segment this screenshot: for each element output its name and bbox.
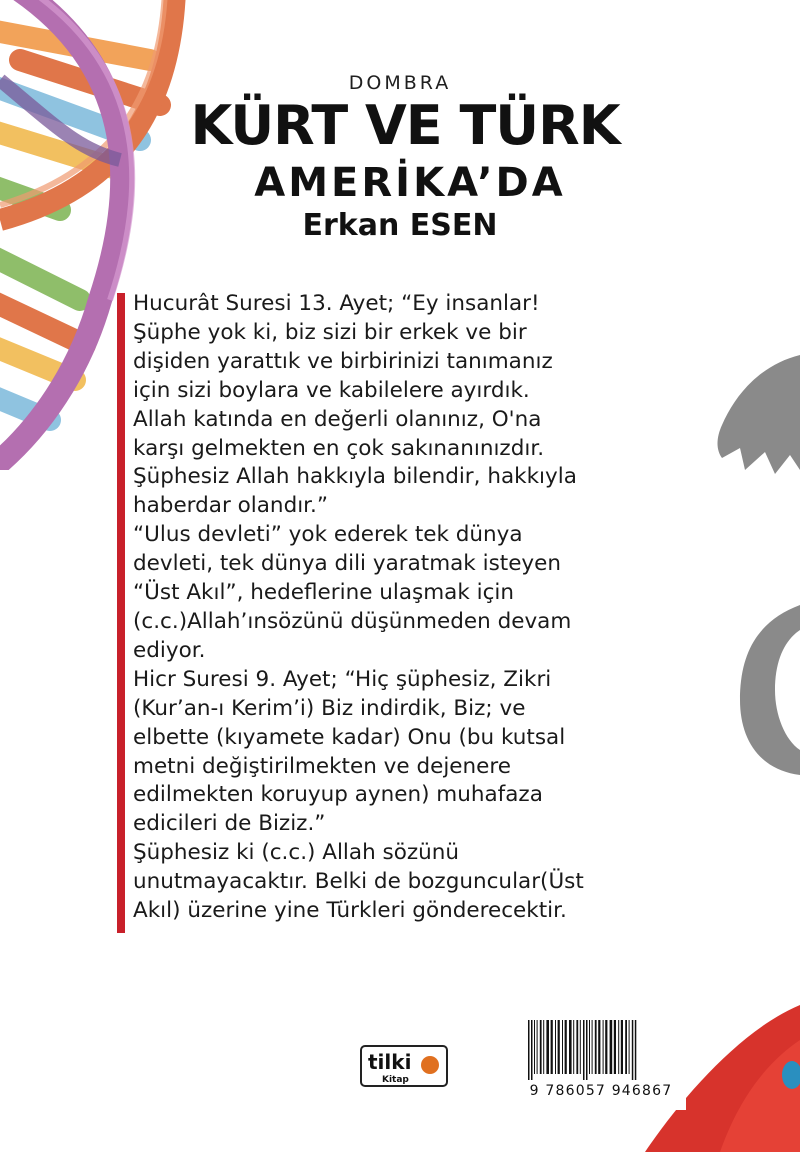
blurb-line: metni değiştirilmekten ve dejenere [133, 753, 511, 779]
barcode-bar [562, 1020, 563, 1074]
barcode-bar [583, 1020, 585, 1080]
barcode-bar [551, 1020, 553, 1074]
logo-subtext: Kitap [382, 1075, 409, 1085]
blurb-line: dişiden yarattık ve birbirinizi tanımanız [133, 348, 553, 374]
isbn-number: 9 786057 946867 [529, 1083, 673, 1099]
barcode-bar [540, 1020, 542, 1074]
author-name: Erkan ESEN [302, 208, 498, 243]
barcode-bar [537, 1020, 538, 1074]
book-title-line2: AMERİKA’DA [254, 160, 566, 206]
blurb-line: “Üst Akıl”, hedeflerine ulaşmak için [133, 580, 515, 606]
barcode-bar [528, 1020, 530, 1080]
blurb-line: Hicr Suresi 9. Ayet; “Hiç şüphesiz, Zikri [133, 666, 552, 692]
blurb-line: Akıl) üzerine yine Türkleri gönderecektir. [133, 898, 567, 924]
barcode-bar [610, 1020, 613, 1074]
barcode-bar [534, 1020, 535, 1074]
blurb-text [133, 290, 693, 926]
blurb-line: Şüphesiz ki (c.c.) Allah sözünü [133, 840, 460, 866]
blurb-line: karşı gelmekten en çok sakınanınızdır. [133, 435, 545, 461]
book-title-line1: KÜRT VE TÜRK [190, 94, 620, 157]
barcode-bar [603, 1020, 604, 1074]
barcode [516, 1016, 686, 1080]
barcode-bar [589, 1020, 590, 1074]
barcode-bar [618, 1020, 619, 1074]
barcode-bar [635, 1020, 637, 1080]
blurb-line: unutmayacaktır. Belki de bozguncular(Üst [133, 869, 584, 895]
barcode-bar [621, 1020, 623, 1074]
blurb-line: (c.c.)Allah’ınsözünü düşünmeden devam [133, 608, 572, 634]
barcode-bar [531, 1020, 533, 1080]
series-name: DOMBRA [348, 72, 452, 94]
blurb-line: edicileri de Biziz.” [133, 811, 326, 837]
publisher-logo [360, 1045, 448, 1087]
barcode-bar [558, 1020, 560, 1074]
blurb-line: haberdar olandır.” [133, 493, 329, 519]
barcode-bar [625, 1020, 627, 1074]
quote-accent-bar [117, 293, 125, 933]
blurb-line: için sizi boylara ve kabilelere ayırdık. [133, 377, 530, 403]
blurb-line: edilmekten koruyup aynen) muhafaza [133, 782, 543, 808]
barcode-bar [569, 1020, 572, 1074]
blurb-line: Şüphesiz Allah hakkıyla bilendir, hakkıyla [133, 464, 577, 490]
barcode-bar [546, 1020, 549, 1074]
barcode-bar [632, 1020, 634, 1080]
barcode-bar [629, 1020, 630, 1074]
barcode-bar [555, 1020, 556, 1074]
blurb-line: Allah katında en değerli olanınız, O'na [133, 406, 542, 432]
barcode-bar [605, 1020, 607, 1074]
barcode-bar [595, 1020, 597, 1074]
blurb-line: devleti, tek dünya dili yaratmak isteyen [133, 551, 562, 577]
logo-text: tilki [368, 1050, 412, 1074]
blurb-line: ediyor. [133, 637, 206, 663]
barcode-bar [580, 1020, 581, 1074]
barcode-bar [614, 1020, 616, 1074]
barcode-bar [565, 1020, 567, 1074]
blurb-line: “Ulus devleti” yok ederek tek dünya [133, 522, 523, 548]
barcode-bar [598, 1020, 600, 1074]
barcode-bar [543, 1020, 544, 1074]
blurb-line: Şüphe yok ki, biz sizi bir erkek ve bir [133, 319, 527, 345]
barcode-bar [576, 1020, 578, 1074]
blurb-line: (Kur’an-ı Kerim’i) Biz indirdik, Biz; ve [133, 695, 526, 721]
blurb-line: Hucurât Suresi 13. Ayet; “Ey insanlar! [133, 291, 540, 316]
barcode-bar [592, 1020, 593, 1074]
barcode-bar [573, 1020, 574, 1074]
barcode-bar [586, 1020, 588, 1080]
blurb-line: elbette (kıyamete kadar) Onu (bu kutsal [133, 724, 566, 750]
